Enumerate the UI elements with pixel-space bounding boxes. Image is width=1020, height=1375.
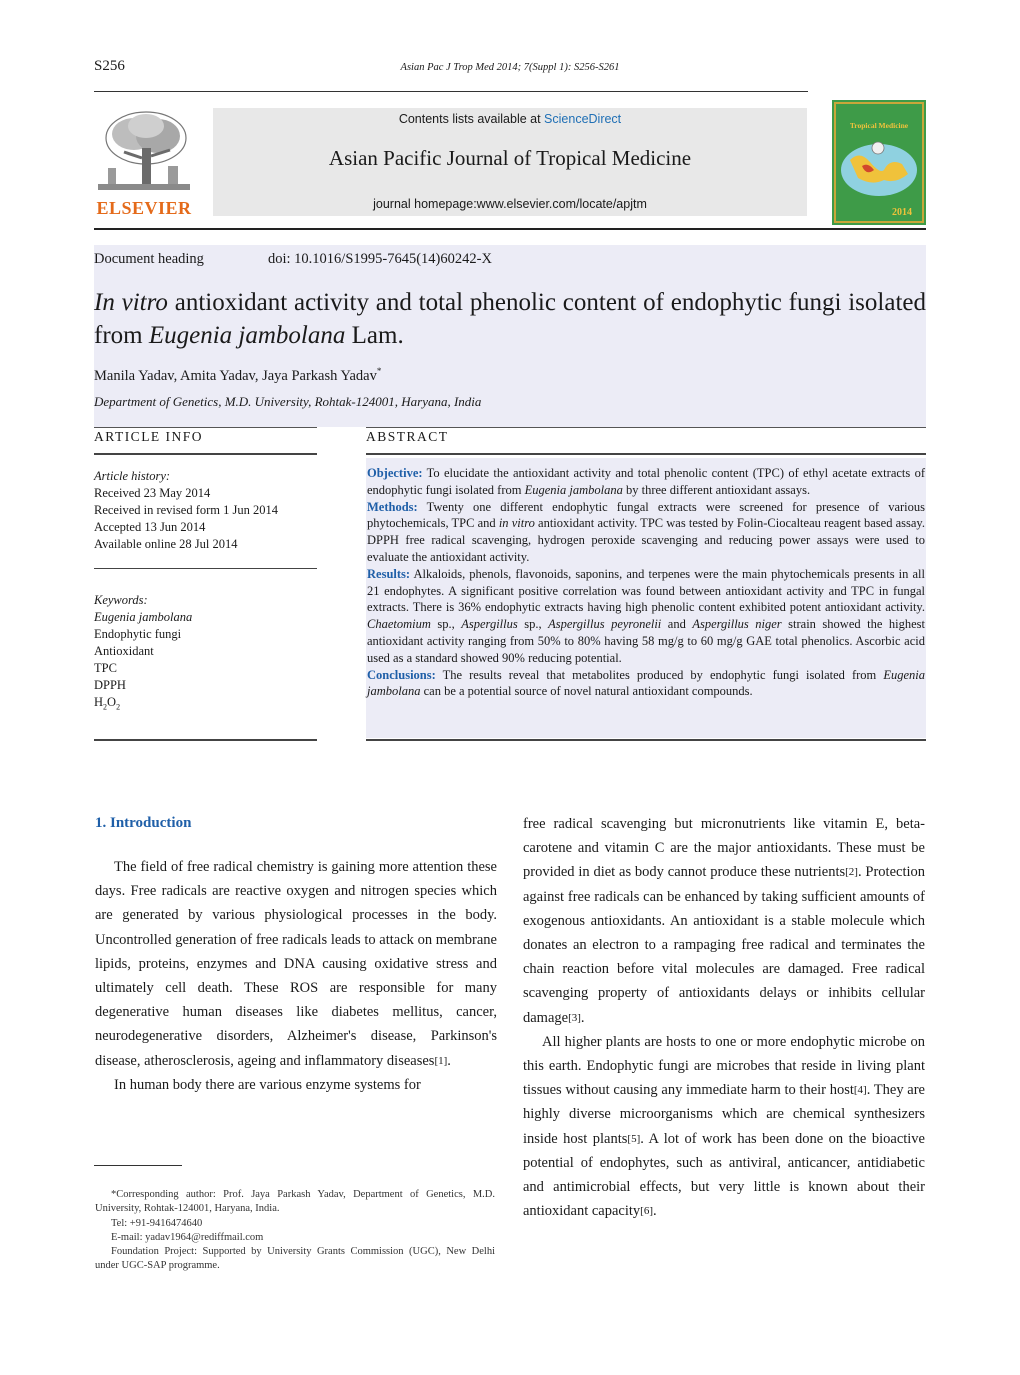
- methods-label: Methods:: [367, 499, 418, 514]
- results-species-2: Aspergillus: [461, 617, 518, 632]
- footnote-corresponding: *Corresponding author: Prof. Jaya Parkash Yadav, Department of Genetics, M.D. University, Rohtak-124001, Haryana, India.: [95, 1189, 495, 1215]
- keyword-item: Eugenia jambolana: [94, 610, 193, 624]
- results-sep-3: and: [661, 617, 693, 632]
- results-text: Alkaloids, phenols, flavonoids, saponins, and terpenes were the main phytochemicals presents in all 21 endophytes. A significant positive correlation was found between antioxidant activity and TPC in fungal extracts. There is 36% endophytic extracts having high phenolic content exhibited potent antioxidant activity.: [367, 566, 925, 615]
- elsevier-logo: [94, 108, 194, 220]
- abstract-bottom-rule: [366, 739, 926, 741]
- history-received: Received 23 May 2014: [94, 486, 211, 500]
- conclusions-text: The results reveal that metabolites produced by endophytic fungi isolated from: [435, 667, 884, 682]
- abstract-methods: [367, 499, 925, 566]
- info-divider: [94, 568, 317, 569]
- contents-prefix: Contents lists available at: [398, 112, 545, 126]
- intro-paragraph-2-cont: [523, 812, 925, 1030]
- journal-banner: [213, 108, 807, 216]
- history-accepted: Accepted 13 Jun 2014: [94, 520, 206, 534]
- methods-text-end: antioxidant activity. TPC was tested by Folin-Ciocalteau reagent based assay. DPPH free radical scavenging, hydrogen peroxide scavenging and reducing power assays were used to evaluate the antioxidant activity.: [367, 516, 925, 564]
- info-top-rule: [94, 427, 317, 428]
- document-heading: Document heading: [94, 251, 204, 267]
- article-history: [94, 468, 317, 553]
- footnote-foundation: Foundation Project: Supported by University Grants Commission (UGC), New Delhi under UGC-SAP programme.: [95, 1246, 495, 1272]
- section-title: 1. Introduction: [95, 815, 192, 831]
- tree-logo-icon: [94, 108, 194, 198]
- contents-line: [213, 112, 807, 126]
- keyword-item: Antioxidant: [94, 644, 154, 658]
- results-species-3: Aspergillus peyronelii: [548, 617, 662, 632]
- paragraph-text: . Protection against free radicals can be enhanced by taking sufficient amounts of exogenous antioxidants. An antioxidant is a stable molecule which donates an electron to a rampaging free radical and terminates the chain reaction before vital molecules are damaged. Free radical scavenging property of antioxidants delays or inhibits cellular damage: [523, 864, 926, 1026]
- article-info-heading: ARTICLE INFO: [94, 429, 204, 444]
- objective-text-end: by three different antioxidant assays.: [622, 482, 811, 497]
- footnote-rule: [94, 1165, 182, 1166]
- keyword-item: Endophytic fungi: [94, 627, 182, 641]
- h2o2-sub1: 2: [103, 702, 108, 712]
- paragraph-text: . A lot of work has been done on the bioactive potential of endophytes, such as antiviral, anticancer, antidiabetic and antimicrobial effects, but very little is known about their antioxidant capacity: [523, 1130, 925, 1220]
- objective-text: To elucidate the antioxidant activity and total phenolic content (TPC) of ethyl acetate extracts of endophytic fungi isolated from: [367, 466, 925, 497]
- journal-homepage[interactable]: journal homepage:www.elsevier.com/locate/apjtm: [373, 197, 647, 211]
- history-online: Available online 28 Jul 2014: [94, 537, 238, 551]
- abstract-objective: [367, 465, 925, 499]
- abstract-heading: ABSTRACT: [366, 429, 449, 444]
- intro-paragraph-1: [95, 855, 497, 1073]
- paragraph-text: The field of free radical chemistry is gaining more attention these days. Free radicals are reactive oxygen and nitrogen species which are generated by various physiological processes in the body. Uncontrolled generation of free radicals leads to attack on membrane lipids, proteins, enzymes and DNA causing oxidative stress and ultimately cell death. These ROS are responsible for many degenerative human diseases like diabetes mellitus, cancer, neurodegenerative disorders, Alzheimer's disease, Parkinson's disease, atherosclerosis, ageing and inflammatory diseases: [95, 859, 497, 1069]
- abstract-results: [367, 566, 925, 667]
- intro-paragraph-2: In human body there are various enzyme systems for: [114, 1076, 421, 1093]
- title-text-2: Lam.: [345, 322, 404, 349]
- history-revised: Received in revised form 1 Jun 2014: [94, 503, 278, 517]
- masthead-rule: [94, 228, 926, 230]
- h2o2-sub2: 2: [116, 702, 121, 712]
- history-label: Article history:: [94, 469, 171, 483]
- paragraph-text: free radical scavenging but micronutrients like vitamin E, beta-carotene and vitamin C are the major antioxidants. These must be provided in diet as body cannot produce these nutrients: [523, 816, 925, 881]
- author-list: Manila Yadav, Amita Yadav, Jaya Parkash Yadav: [94, 367, 377, 384]
- header-rule: [94, 91, 808, 92]
- body-column-left: [95, 812, 497, 1097]
- article-title: [94, 286, 926, 352]
- results-label: Results:: [367, 566, 411, 581]
- title-italic-1: In vitro: [94, 289, 168, 316]
- methods-italic: in vitro: [498, 516, 535, 531]
- journal-citation: Asian Pac J Trop Med 2014; 7(Suppl 1): S256-S261: [400, 62, 620, 73]
- keyword-item: TPC: [94, 661, 117, 675]
- paragraph-end: .: [653, 1203, 657, 1220]
- paragraph-end: .: [447, 1052, 451, 1069]
- sciencedirect-link[interactable]: ScienceDirect: [544, 112, 622, 126]
- journal-title: Asian Pacific Journal of Tropical Medicine: [328, 146, 692, 170]
- abstract-rule: [366, 453, 926, 455]
- info-rule: [94, 453, 317, 455]
- footnote-email[interactable]: E-mail: yadav1964@rediffmail.com: [111, 1231, 264, 1243]
- results-species-1: Chaetomium: [367, 617, 431, 632]
- title-text-1: antioxidant activity and total phenolic content of endophytic fungi isolated from: [94, 289, 926, 349]
- results-sep-2: sp.,: [517, 617, 549, 632]
- citation-ref[interactable]: [3]: [568, 1011, 581, 1024]
- affiliation: Department of Genetics, M.D. University, Rohtak-124001, Haryana, India: [94, 394, 482, 409]
- cover-title: Tropical Medicine: [849, 121, 909, 130]
- paragraph-end: .: [580, 1009, 585, 1026]
- keywords: [94, 592, 317, 716]
- citation-ref[interactable]: [1]: [434, 1054, 448, 1067]
- elsevier-wordmark: ELSEVIER: [96, 198, 192, 218]
- paragraph-text: . They are highly diverse microorganisms which are chemical synthesizers inside host plants: [523, 1082, 925, 1147]
- cover-year: 2014: [892, 207, 912, 218]
- methods-text: Twenty one different endophytic fungal extracts were screened for presence of various phytochemicals, TPC and: [367, 499, 925, 531]
- keyword-h2o2: [94, 694, 317, 716]
- footnotes: [95, 1188, 495, 1274]
- intro-paragraph-3: [523, 1030, 925, 1224]
- h2o2-h: H: [94, 695, 104, 709]
- results-text-end: strain showed the highest antioxidant activity ranging from 50% to 80% having 58 mg/g to 60 mg/g GAE total phenolics. Ascorbic acid used as a standard showed 90% reducing potential.: [367, 617, 925, 665]
- paragraph-text: All higher plants are hosts to one or more endophytic microbe on this earth. Endophytic fungi are microbes that reside in living plant tissues without causing any immediate harm to their host: [523, 1033, 925, 1099]
- objective-label: Objective:: [367, 466, 423, 480]
- title-italic-2: Eugenia jambolana: [148, 322, 346, 349]
- body-column-right: [523, 812, 925, 1223]
- results-sep-1: sp.,: [430, 617, 462, 632]
- abstract-body: [367, 465, 925, 700]
- conclusions-label: Conclusions:: [367, 667, 436, 682]
- citation-ref[interactable]: [2]: [845, 866, 858, 879]
- citation-ref[interactable]: [4]: [853, 1084, 867, 1097]
- h2o2-o: O: [107, 695, 117, 709]
- conclusions-text-end: can be a potential source of novel natural antioxidant compounds.: [420, 684, 753, 699]
- keyword-item: DPPH: [94, 678, 126, 692]
- corresponding-mark: *: [376, 366, 382, 376]
- objective-species: Eugenia jambolana: [524, 482, 623, 497]
- footnote-tel: Tel: +91-9416474640: [111, 1217, 203, 1229]
- citation-ref[interactable]: [6]: [640, 1205, 653, 1218]
- abstract-conclusions: [367, 667, 925, 701]
- cover-image-icon: [832, 100, 926, 225]
- doi[interactable]: doi: 10.1016/S1995-7645(14)60242-X: [268, 251, 492, 267]
- citation-ref[interactable]: [5]: [627, 1132, 641, 1145]
- abstract-top-rule: [366, 427, 926, 428]
- keywords-label: Keywords:: [94, 593, 148, 607]
- authors: [94, 366, 381, 385]
- results-species-4: Aspergillus niger: [692, 617, 782, 632]
- page-number: S256: [94, 58, 125, 74]
- journal-cover: [832, 100, 926, 225]
- info-bottom-rule: [94, 739, 317, 741]
- conclusions-species: Eugenia jambolana: [367, 667, 925, 699]
